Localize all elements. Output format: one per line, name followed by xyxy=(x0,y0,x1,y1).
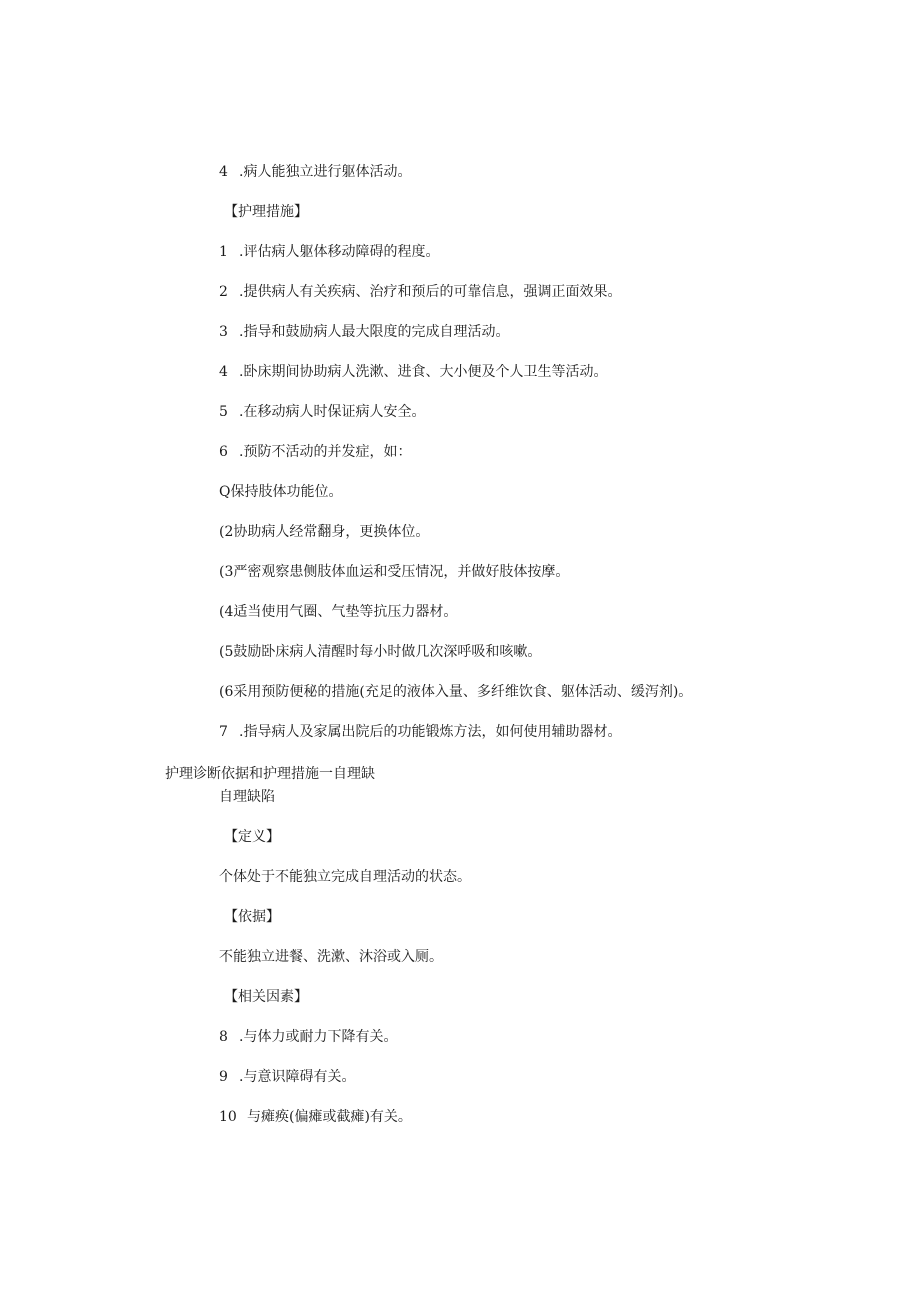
factor-text: .与意识障碍有关。 xyxy=(239,1069,356,1085)
section-title: 护理诊断依据和护理措施一自理缺 xyxy=(165,766,375,782)
factor-item-8 xyxy=(219,1028,397,1046)
measure-number: 4 xyxy=(219,364,228,380)
sub-item-5: (5鼓励卧床病人清醒时每小时做几次深呼吸和咳嗽。 xyxy=(219,644,542,660)
definition-text: 个体处于不能独立完成自理活动的状态。 xyxy=(219,869,471,885)
factor-item-10 xyxy=(219,1108,412,1126)
measure-text: .指导病人及家属出院后的功能锻炼方法，如何使用辅助器材。 xyxy=(239,724,622,740)
factor-number: 10 xyxy=(219,1109,237,1125)
section-subtitle: 自理缺陷 xyxy=(219,789,275,805)
measure-text: .卧床期间协助病人洗漱、进食、大小便及个人卫生等活动。 xyxy=(239,364,608,380)
factor-number: 9 xyxy=(219,1069,228,1085)
sub-item-6: (6采用预防便秘的措施(充足的液体入量、多纤维饮食、躯体活动、缓泻剂)。 xyxy=(219,684,693,700)
sub-item-3: (3严密观察患侧肢体血运和受压情况，并做好肢体按摩。 xyxy=(219,564,570,580)
factors-header: 【相关因素】 xyxy=(224,989,308,1005)
definition-header: 【定义】 xyxy=(224,829,280,845)
measure-number: 6 xyxy=(219,444,228,460)
measure-number: 1 xyxy=(219,244,228,260)
measure-item-5 xyxy=(219,403,425,421)
measure-text: .评估病人躯体移动障碍的程度。 xyxy=(239,244,440,260)
factor-text: .与体力或耐力下降有关。 xyxy=(239,1029,398,1045)
goal-item-4 xyxy=(219,163,411,181)
measure-text: .在移动病人时保证病人安全。 xyxy=(239,404,426,420)
measure-item-1 xyxy=(219,243,439,261)
measure-number: 2 xyxy=(219,284,228,300)
measure-item-2 xyxy=(219,283,621,301)
measure-number: 3 xyxy=(219,324,228,340)
sub-item-1: Q保持肢体功能位。 xyxy=(219,484,343,500)
measure-text: .预防不活动的并发症，如： xyxy=(239,444,412,460)
sub-item-2: (2协助病人经常翻身，更换体位。 xyxy=(219,524,430,540)
sub-item-4: (4适当使用气圈、气垫等抗压力器材。 xyxy=(219,604,458,620)
basis-text: 不能独立进餐、洗漱、沐浴或入厕。 xyxy=(219,949,443,965)
basis-header: 【依据】 xyxy=(224,909,280,925)
goal-text: .病人能独立进行躯体活动。 xyxy=(239,164,412,180)
measures-header: 【护理措施】 xyxy=(224,204,308,220)
measure-number: 5 xyxy=(219,404,228,420)
factor-number: 8 xyxy=(219,1029,228,1045)
measure-item-7 xyxy=(219,723,621,741)
measure-item-3 xyxy=(219,323,509,341)
measure-item-4 xyxy=(219,363,607,381)
factor-text: 与瘫痪(偏瘫或截瘫)有关。 xyxy=(247,1109,412,1125)
measure-text: .提供病人有关疾病、治疗和预后的可靠信息，强调正面效果。 xyxy=(239,284,622,300)
factor-item-9 xyxy=(219,1068,355,1086)
goal-number: 4 xyxy=(219,164,228,180)
measure-text: .指导和鼓励病人最大限度的完成自理活动。 xyxy=(239,324,510,340)
measure-item-6 xyxy=(219,443,411,461)
measure-number: 7 xyxy=(219,724,228,740)
